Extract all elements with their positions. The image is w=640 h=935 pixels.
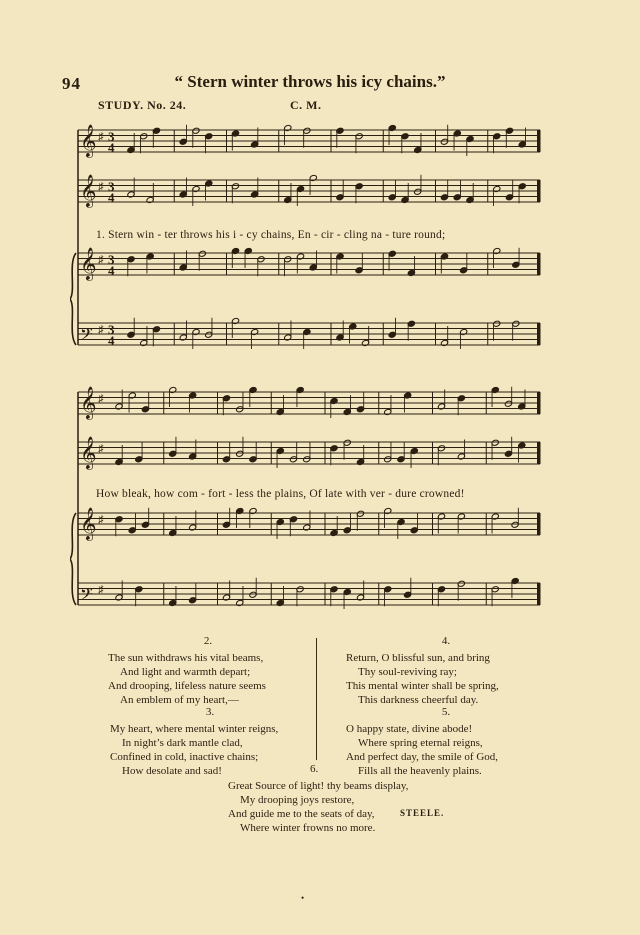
time-signature-bottom: 4 (108, 190, 115, 205)
verse-line: And guide me to the seats of day, (228, 808, 375, 820)
verse-line: This mental winter shall be spring, (346, 680, 499, 692)
final-bar (537, 130, 540, 152)
final-bar (537, 513, 540, 535)
verse-line: In night’s dark mantle clad, (122, 737, 243, 749)
verse-divider (316, 638, 317, 760)
verse-number: 2. (203, 635, 213, 647)
page-number: 94 (62, 74, 81, 93)
page-mark: • (301, 893, 305, 903)
verse-number: 4. (441, 635, 451, 647)
verse-line: Fills all the heavenly plains. (358, 765, 482, 777)
key-signature-sharp: ♯ (98, 584, 104, 596)
time-signature-bottom: 4 (108, 263, 115, 278)
score-system-1 (70, 118, 550, 368)
final-bar (537, 442, 540, 464)
final-bar (537, 392, 540, 414)
time-signature-bottom: 4 (108, 140, 115, 155)
key-signature-sharp: ♯ (98, 131, 104, 143)
piano-brace (70, 513, 76, 605)
final-bar (537, 253, 540, 275)
time-signature-top: 3 (108, 129, 115, 144)
time-signature-top: 3 (108, 179, 115, 194)
verse-line: This darkness cheerful day. (358, 694, 479, 706)
treble-clef: 𝄞 (80, 436, 97, 469)
bass-clef: 𝄢 (80, 324, 93, 348)
verse-line: And drooping, lifeless nature seems (108, 680, 266, 692)
verse-line: Return, O blissful sun, and bring (346, 652, 490, 664)
verse-line: Confined in cold, inactive chains; (110, 751, 259, 763)
verse-line: An emblem of my heart,— (120, 694, 239, 706)
treble-clef: 𝄞 (80, 507, 97, 540)
hymn-title: “ Stern winter throws his icy chains.” (174, 72, 446, 91)
treble-clef: 𝄞 (80, 174, 97, 207)
metre-label: C. M. (290, 98, 322, 112)
time-signature-top: 3 (108, 252, 115, 267)
bass-clef: 𝄢 (80, 584, 93, 608)
score-system-2 (70, 380, 550, 630)
time-signature-bottom: 4 (108, 333, 115, 348)
key-signature-sharp: ♯ (98, 514, 104, 526)
music-system-2 (70, 380, 550, 630)
verse-number: 5. (441, 706, 451, 718)
time-signature-top: 3 (108, 322, 115, 337)
hymn-attribution: STEELE. (400, 808, 445, 818)
key-signature-sharp: ♯ (98, 254, 104, 266)
key-signature-sharp: ♯ (98, 324, 104, 336)
verse-line: Great Source of light! thy beams display, (228, 780, 409, 792)
music-system-1 (70, 118, 550, 368)
final-bar (537, 180, 540, 202)
verse-2 (108, 634, 308, 707)
verse-line: Where spring eternal reigns, (358, 737, 483, 749)
key-signature-sharp: ♯ (98, 443, 104, 455)
treble-clef: 𝄞 (80, 124, 97, 157)
verse-number: 3. (205, 706, 215, 718)
verse-4 (346, 634, 546, 707)
verse-line: How desolate and sad! (122, 765, 222, 777)
key-signature-sharp: ♯ (98, 181, 104, 193)
study-label: STUDY. No. 24. (98, 98, 187, 112)
verse-line: Where winter frowns no more. (240, 822, 376, 834)
verse-number: 6. (310, 763, 319, 775)
verse-line: The sun withdraws his vital beams, (108, 652, 264, 664)
final-bar (537, 323, 540, 345)
verse-6 (228, 762, 458, 835)
verse-line: O happy state, divine abode! (346, 723, 473, 735)
lyrics-line-1: 1. Stern win - ter throws his i - cy chains, En - cir - cling na - ture round; (96, 229, 446, 241)
final-bar (537, 583, 540, 605)
lyrics-line-2: How bleak, how com - fort - less the plains, Of late with ver - dure crowned! (96, 488, 465, 500)
verse-line: My drooping joys restore, (240, 794, 355, 806)
key-signature-sharp: ♯ (98, 393, 104, 405)
verse-line: And perfect day, the smile of God, (346, 751, 499, 763)
verse-line: And light and warmth depart; (120, 666, 251, 678)
verse-line: Thy soul-reviving ray; (358, 666, 457, 678)
treble-clef: 𝄞 (80, 386, 97, 419)
piano-brace (70, 253, 76, 345)
treble-clef: 𝄞 (80, 247, 97, 280)
verse-line: My heart, where mental winter reigns, (110, 723, 279, 735)
